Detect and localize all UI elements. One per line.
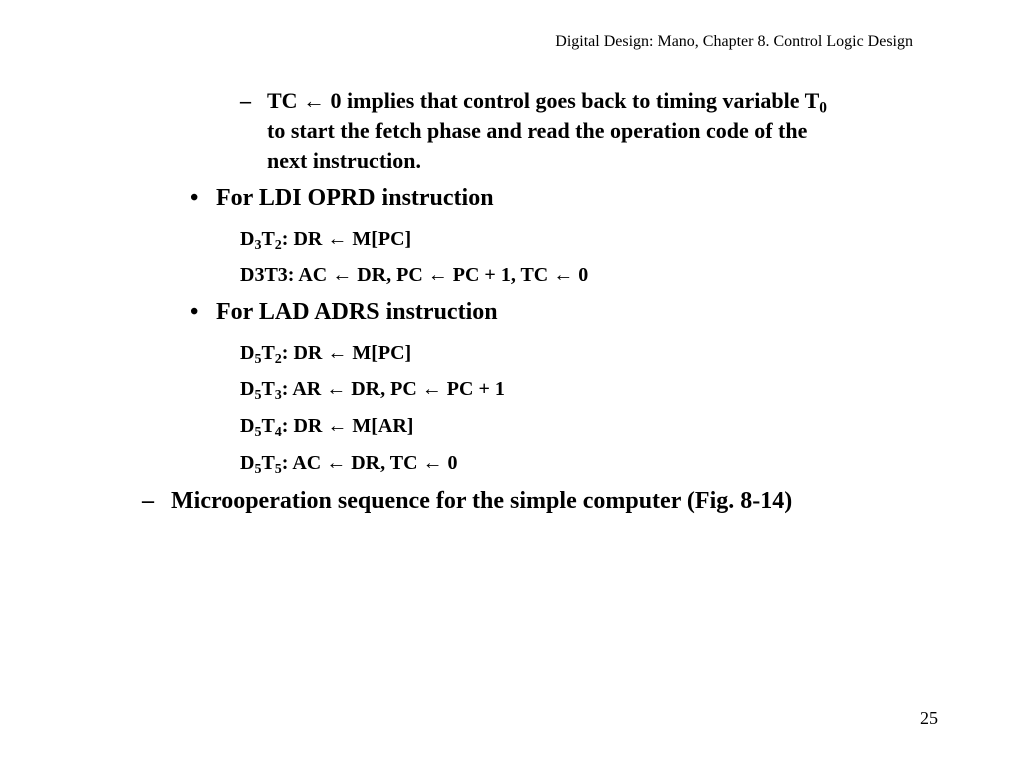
step-text: : AR ← DR, PC ← PC + 1: [281, 378, 505, 400]
step-t: T: [261, 228, 275, 250]
lad-step-1: [240, 342, 412, 368]
tc-note-dash-marker: –: [240, 88, 251, 113]
tc-note-line-3: next instruction.: [267, 148, 421, 173]
step-d: D: [240, 228, 255, 250]
step-t-subscript: 2: [274, 238, 282, 254]
tc-note-text: [267, 86, 827, 176]
step-t-subscript: 3: [274, 388, 282, 404]
step-text: : DR ← M[PC]: [281, 228, 412, 250]
tc-note-line-2: to start the fetch phase and read the operation code of the: [267, 118, 808, 143]
step-text: : DR ← M[PC]: [281, 342, 412, 364]
tc-note-subscript: 0: [819, 99, 827, 117]
step-t: T: [261, 415, 275, 437]
step-d-subscript: 5: [254, 425, 262, 441]
lad-step-2: [240, 378, 505, 404]
page-number: 25: [920, 708, 938, 728]
ldi-heading: For LDI OPRD instruction: [216, 185, 494, 211]
step-d-subscript: 5: [254, 388, 262, 404]
ldi-step-2: D3T3: AC ← DR, PC ← PC + 1, TC ← 0: [240, 264, 589, 286]
step-t-subscript: 5: [274, 462, 282, 478]
lad-step-4: [240, 452, 458, 478]
step-d: D: [240, 342, 255, 364]
step-t: T: [261, 452, 275, 474]
micro-dash-marker: –: [142, 488, 154, 514]
lad-heading: For LAD ADRS instruction: [216, 299, 498, 325]
ldi-step-1: [240, 228, 412, 254]
step-t: T: [261, 342, 275, 364]
tc-note-line-1-text: TC ← 0 implies that control goes back to timing variable T: [267, 88, 820, 113]
step-d-subscript: 5: [254, 462, 262, 478]
step-d-subscript: 3: [254, 238, 262, 254]
step-d-subscript: 5: [254, 352, 262, 368]
step-t: T: [261, 378, 275, 400]
lad-step-3: [240, 415, 414, 441]
step-d: D: [240, 378, 255, 400]
micro-text: Microoperation sequence for the simple computer (Fig. 8-14): [171, 488, 793, 514]
slide-header-title: Digital Design: Mano, Chapter 8. Control Logic Design: [555, 33, 913, 50]
step-d: D: [240, 452, 255, 474]
step-t-subscript: 4: [274, 425, 282, 441]
step-text: : DR ← M[AR]: [281, 415, 414, 437]
lad-bullet-marker: •: [190, 299, 199, 325]
step-d: D: [240, 415, 255, 437]
tc-note-line-1: [267, 86, 827, 116]
step-text: : AC ← DR, TC ← 0: [281, 452, 458, 474]
step-t-subscript: 2: [274, 352, 282, 368]
ldi-bullet-marker: •: [190, 185, 199, 211]
